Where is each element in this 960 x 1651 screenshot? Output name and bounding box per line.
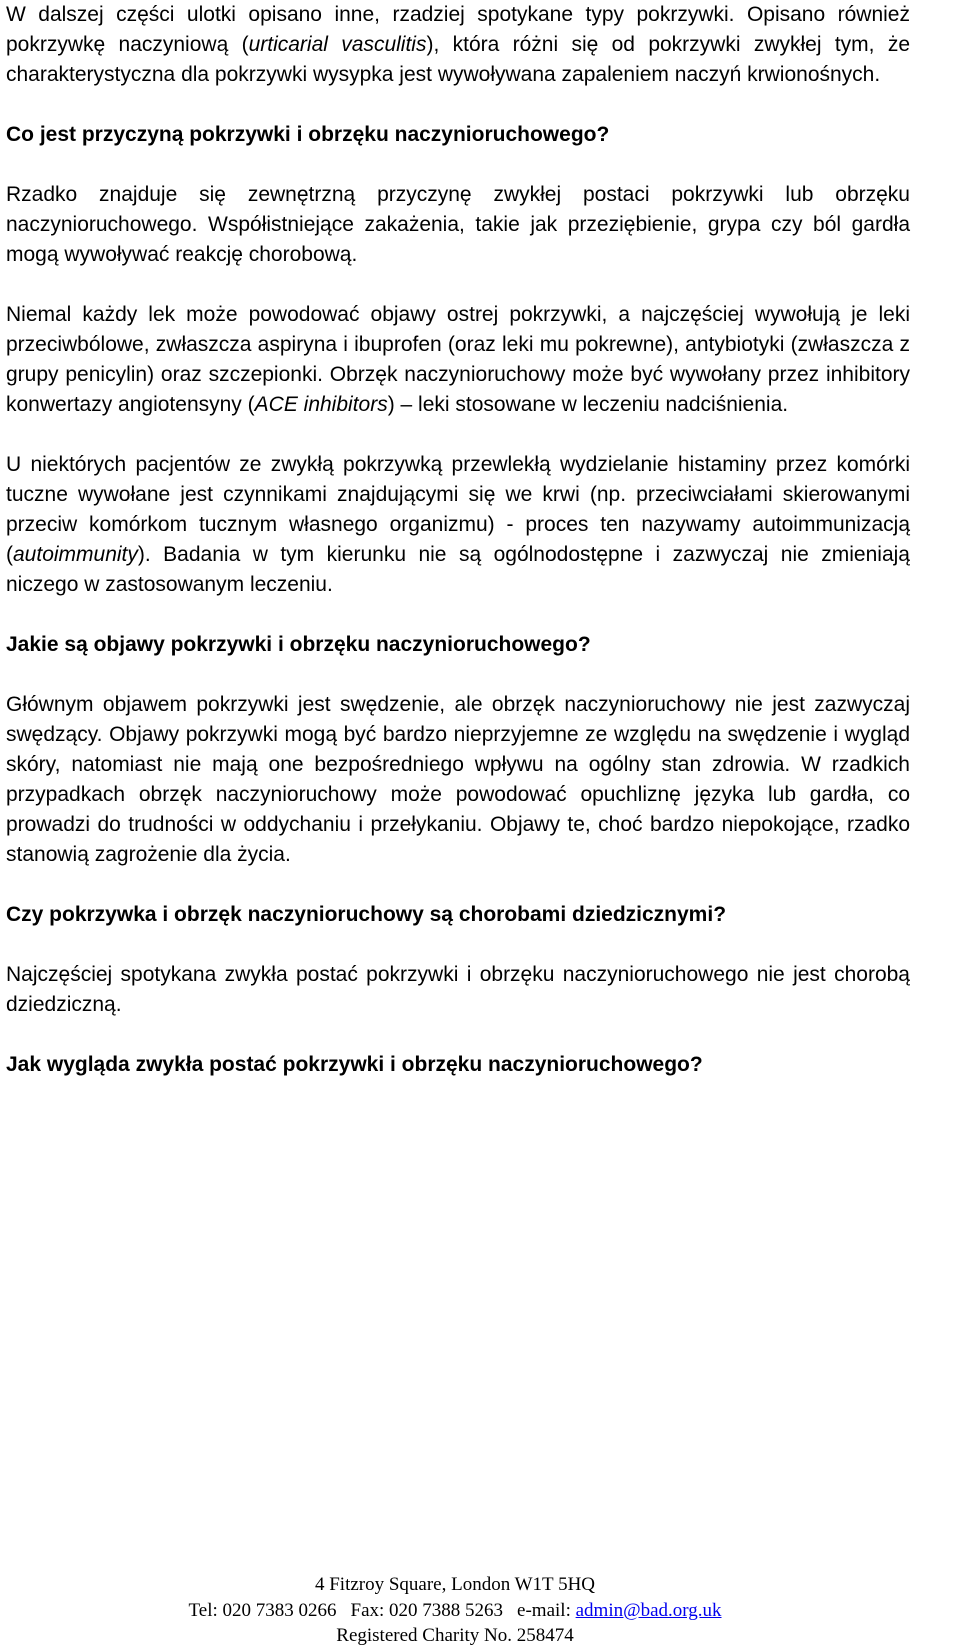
causes-paragraph-3 bbox=[6, 450, 910, 600]
causes-p2-text-1: Niemal każdy lek może powodować objawy ostrej pokrzywki, a najczęściej wywołują je leki przeciwbólowe, zwłaszcza aspiryna i ibuprofen (oraz leki mu pokrewne), antybiotyki (zwłaszcza z grupy penicylin) oraz szczepionki. Obrzęk naczynioruchowy może być wywołany przez inhibitory konwertazy angiotensyny ( bbox=[6, 303, 910, 416]
causes-p3-italic-term: autoimmunity bbox=[13, 543, 138, 566]
footer-contact-line bbox=[0, 1598, 910, 1624]
hereditary-paragraph: Najczęściej spotykana zwykła postać pokrzywki i obrzęku naczynioruchowego nie jest chorobą dziedziczną. bbox=[6, 963, 910, 1016]
intro-text-2: ), która różni się od pokrzywki zwykłej tym, że charakterystyczna dla pokrzywki wysypka jest wywoływana zapaleniem naczyń krwionośnych. bbox=[6, 33, 910, 86]
symptoms-paragraph: Głównym objawem pokrzywki jest swędzenie, ale obrzęk naczynioruchowy nie jest zazwyczaj swędzący. Objawy pokrzywki mogą być bardzo nieprzyjemne ze względu na swędzenie i wygląd skóry, natomiast nie mają one bezpośredniego wpływu na ogólny stan zdrowia. W rzadkich przypadkach obrzęk naczynioruchowy może powodować opuchliznę języka lub gardła, co prowadzi do trudności w oddychaniu i przełykaniu. Objawy te, choć bardzo niepokojące, rzadko stanowią zagrożenie dla życia. bbox=[6, 693, 910, 866]
footer-email-link[interactable]: admin@bad.org.uk bbox=[575, 1599, 722, 1621]
footer-tel: Tel: 020 7383 0266 bbox=[188, 1599, 337, 1621]
heading-appearance: Jak wygląda zwykła postać pokrzywki i obrzęku naczynioruchowego? bbox=[6, 1053, 703, 1076]
heading-symptoms: Jakie są objawy pokrzywki i obrzęku naczynioruchowego? bbox=[6, 633, 591, 656]
intro-paragraph bbox=[6, 0, 910, 90]
intro-text-1: W dalszej części ulotki opisano inne, rzadziej spotykane typy pokrzywki. Opisano również pokrzywkę naczyniową ( bbox=[6, 3, 910, 56]
causes-p2-italic-term: ACE inhibitors bbox=[254, 393, 388, 416]
causes-paragraph-2 bbox=[6, 300, 910, 420]
footer-charity: Registered Charity No. 258474 bbox=[336, 1625, 574, 1646]
footer-email-label: e-mail: bbox=[517, 1599, 571, 1621]
heading-hereditary: Czy pokrzywka i obrzęk naczynioruchowy są chorobami dziedzicznymi? bbox=[6, 903, 727, 926]
heading-causes: Co jest przyczyną pokrzywki i obrzęku naczynioruchowego? bbox=[6, 123, 610, 146]
causes-p3-text-1: U niektórych pacjentów ze zwykłą pokrzywką przewlekłą wydzielanie histaminy przez komórki tuczne wywołane jest czynnikami znajdującymi się we krwi (np. przeciwciałami skierowanymi przeciw komórkom tucznym własnego organizmu) - proces ten nazywamy autoimmunizacją ( bbox=[6, 453, 910, 566]
footer-address: 4 Fitzroy Square, London W1T 5HQ bbox=[314, 1574, 596, 1595]
footer-fax: Fax: 020 7388 5263 bbox=[350, 1599, 504, 1621]
causes-paragraph-1: Rzadko znajduje się zewnętrzną przyczynę zwykłej postaci pokrzywki lub obrzęku naczynioruchowego. Współistniejące zakażenia, takie jak przeziębienie, grypa czy ból gardła mogą wywoływać reakcję chorobową. bbox=[6, 183, 910, 266]
causes-p3-text-2: ). Badania w tym kierunku nie są ogólnodostępne i zazwyczaj nie zmieniają niczego w zastosowanym leczeniu. bbox=[6, 543, 910, 596]
causes-p2-text-2: ) – leki stosowane w leczeniu nadciśnienia. bbox=[387, 393, 789, 416]
document-body bbox=[6, 0, 910, 1080]
page-footer bbox=[0, 1572, 910, 1649]
intro-italic-term: urticarial vasculitis bbox=[248, 33, 427, 56]
